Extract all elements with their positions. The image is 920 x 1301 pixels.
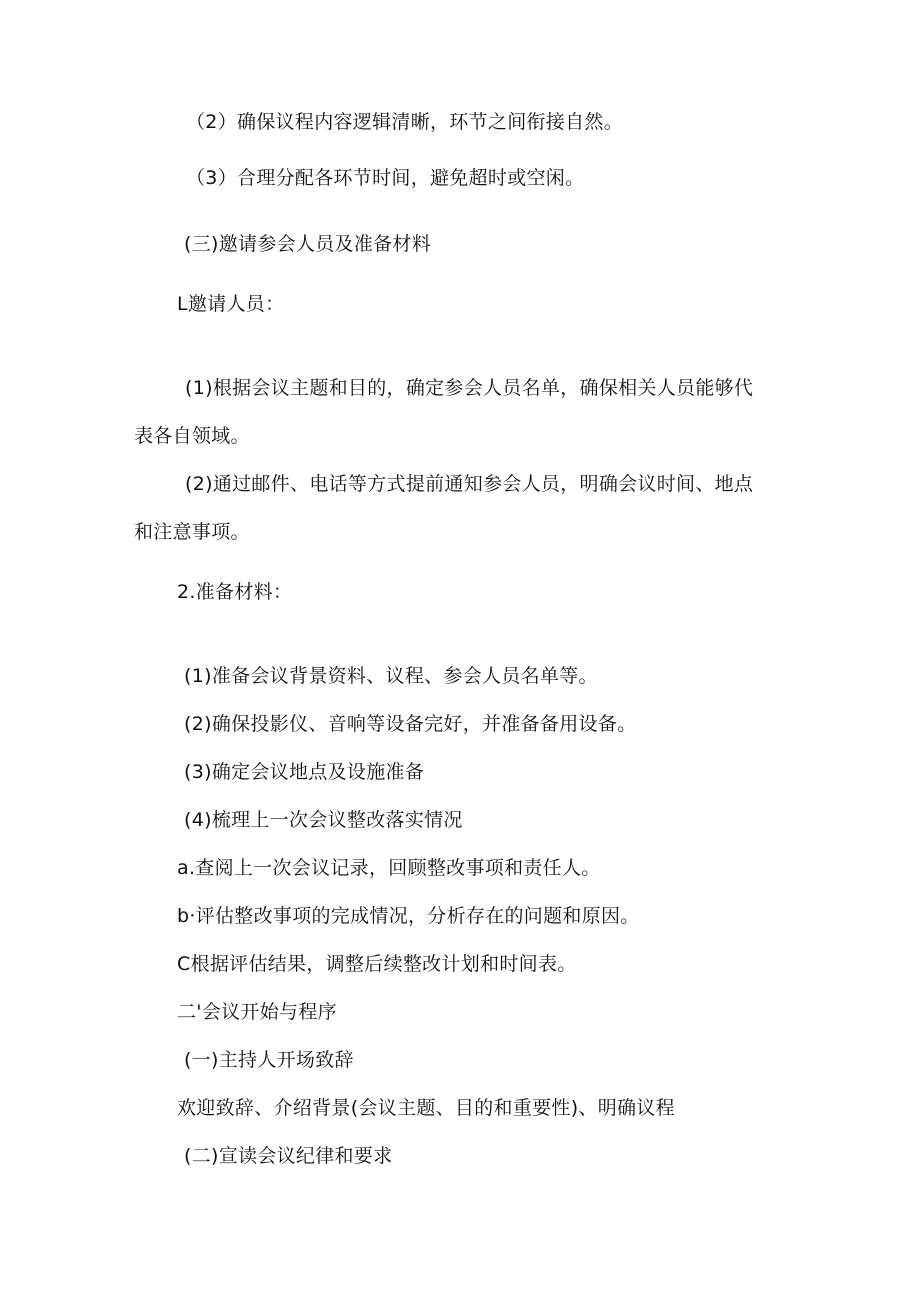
paragraph-time-allocation: （3）合理分配各环节时间，避免超时或空闲。 xyxy=(186,167,585,189)
paragraph-attendee-list-continued: 表各自领域。 xyxy=(134,425,250,447)
list-item-a: a.查阅上一次会议记录，回顾整改事项和责任人。 xyxy=(177,857,601,879)
paragraph-review-previous-meeting: (4)梳理上一次会议整改落实情况 xyxy=(184,809,463,831)
section-heading-invite-and-materials: (三)邀请参会人员及准备材料 xyxy=(184,233,432,255)
section-heading-meeting-start: 二'会议开始与程序 xyxy=(177,1001,337,1023)
paragraph-background-materials: (1)准备会议背景资料、议程、参会人员名单等。 xyxy=(184,665,598,687)
paragraph-notify-attendees-continued: 和注意事项。 xyxy=(134,521,250,543)
paragraph-attendee-list: (1)根据会议主题和目的，确定参会人员名单，确保相关人员能够代 xyxy=(185,377,754,399)
list-item-c: C根据评估结果，调整后续整改计划和时间表。 xyxy=(177,953,577,975)
subheading-opening-speech: (一)主持人开场致辞 xyxy=(184,1049,354,1071)
subheading-meeting-rules: (二)宣读会议纪律和要求 xyxy=(184,1145,393,1167)
list-item-b: b·评估整改事项的完成情况，分析存在的问题和原因。 xyxy=(177,905,640,927)
paragraph-agenda-logic: （2）确保议程内容逻辑清晰，环节之间衔接自然。 xyxy=(186,111,623,133)
paragraph-welcome-speech: 欢迎致辞、介绍背景(会议主题、目的和重要性)、明确议程 xyxy=(177,1097,675,1119)
paragraph-notify-attendees: (2)通过邮件、电话等方式提前通知参会人员，明确会议时间、地点 xyxy=(185,473,754,495)
subheading-prepare-materials: 2.准备材料： xyxy=(177,581,293,603)
paragraph-equipment-check: (2)确保投影仪、音响等设备完好，并准备备用设备。 xyxy=(184,713,637,735)
subheading-invite-people: L邀请人员： xyxy=(177,293,285,315)
paragraph-venue-preparation: (3)确定会议地点及设施准备 xyxy=(184,761,425,783)
